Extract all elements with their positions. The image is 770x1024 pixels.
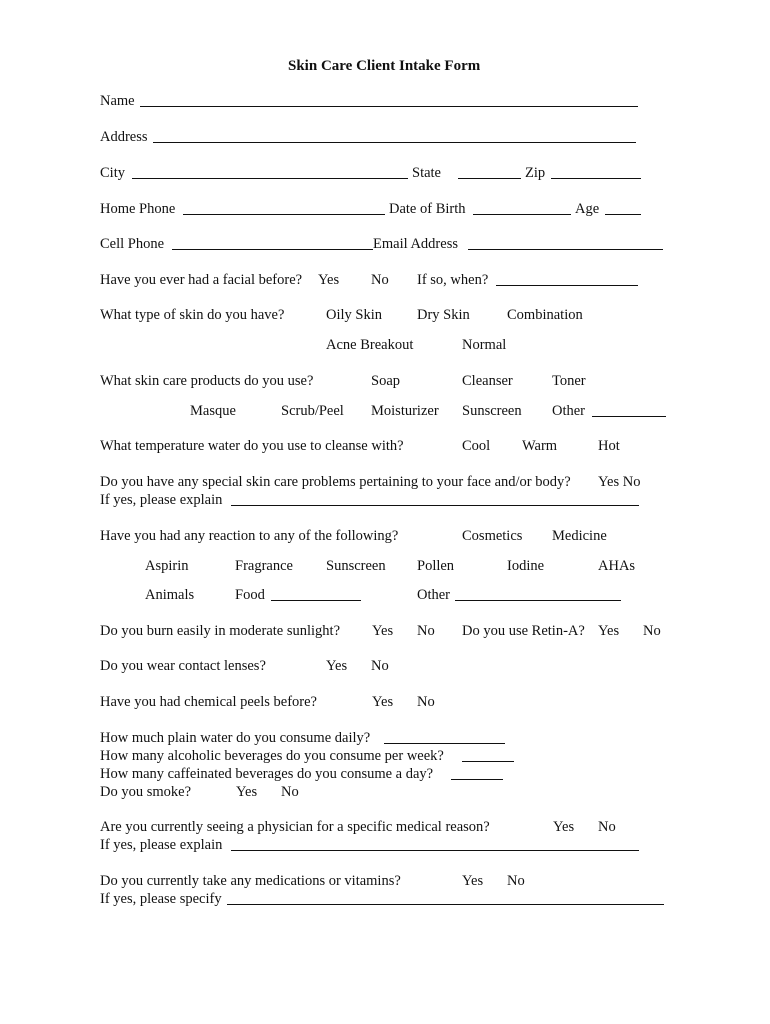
- physician-question: Are you currently seeing a physician for a specific medical reason?: [100, 819, 490, 835]
- medications-question: Do you currently take any medications or vitamins?: [100, 873, 401, 889]
- cell-phone-label: Cell Phone: [100, 236, 165, 252]
- alcohol-field[interactable]: [462, 761, 514, 762]
- reaction-question: Have you had any reaction to any of the following?: [100, 528, 399, 544]
- retin-yes-option[interactable]: Yes: [598, 623, 620, 639]
- skin-type-combination[interactable]: Combination: [507, 307, 583, 323]
- reaction-other-field[interactable]: [455, 600, 621, 601]
- physician-yes-option[interactable]: Yes: [553, 819, 575, 835]
- peels-no-option[interactable]: No: [417, 694, 435, 710]
- retin-question: Do you use Retin-A?: [462, 623, 585, 639]
- product-other-field[interactable]: [592, 416, 666, 417]
- product-soap[interactable]: Soap: [371, 373, 400, 389]
- contacts-question: Do you wear contact lenses?: [100, 658, 266, 674]
- retin-no-option[interactable]: No: [643, 623, 661, 639]
- product-scrub-peel[interactable]: Scrub/Peel: [281, 403, 344, 419]
- cell-phone-field[interactable]: [172, 249, 373, 250]
- reaction-fragrance[interactable]: Fragrance: [235, 558, 293, 574]
- date-of-birth-label: Date of Birth: [389, 201, 466, 217]
- product-toner[interactable]: Toner: [552, 373, 586, 389]
- medications-specify-label: If yes, please specify: [100, 891, 222, 907]
- product-cleanser[interactable]: Cleanser: [462, 373, 513, 389]
- form-title: Skin Care Client Intake Form: [288, 58, 481, 74]
- email-address-field[interactable]: [468, 249, 663, 250]
- problems-yes-no[interactable]: Yes No: [598, 474, 641, 490]
- zip-label: Zip: [525, 165, 546, 181]
- skin-type-acne-breakout[interactable]: Acne Breakout: [326, 337, 414, 353]
- reaction-sunscreen[interactable]: Sunscreen: [326, 558, 386, 574]
- water-temp-cool[interactable]: Cool: [462, 438, 491, 454]
- water-temp-question: What temperature water do you use to cleanse with?: [100, 438, 404, 454]
- smoke-no-option[interactable]: No: [281, 784, 299, 800]
- facial-no-option[interactable]: No: [371, 272, 389, 288]
- email-address-label: Email Address: [373, 236, 458, 252]
- peels-yes-option[interactable]: Yes: [372, 694, 394, 710]
- peels-question: Have you had chemical peels before?: [100, 694, 317, 710]
- reaction-cosmetics[interactable]: Cosmetics: [462, 528, 523, 544]
- skin-type-normal[interactable]: Normal: [462, 337, 507, 353]
- facial-question: Have you ever had a facial before?: [100, 272, 303, 288]
- problems-question: Do you have any special skin care problems pertaining to your face and/or body?: [100, 474, 571, 490]
- product-other[interactable]: Other: [552, 403, 586, 419]
- product-sunscreen[interactable]: Sunscreen: [462, 403, 522, 419]
- name-label: Name: [100, 93, 135, 109]
- product-moisturizer[interactable]: Moisturizer: [371, 403, 439, 419]
- reaction-animals[interactable]: Animals: [145, 587, 195, 603]
- reaction-pollen[interactable]: Pollen: [417, 558, 455, 574]
- problems-explain-label: If yes, please explain: [100, 492, 223, 508]
- contacts-no-option[interactable]: No: [371, 658, 389, 674]
- skin-type-oily[interactable]: Oily Skin: [326, 307, 382, 323]
- problems-explain-field[interactable]: [231, 505, 639, 506]
- name-field[interactable]: [140, 106, 638, 107]
- burn-no-option[interactable]: No: [417, 623, 435, 639]
- product-masque[interactable]: Masque: [190, 403, 236, 419]
- skin-type-dry[interactable]: Dry Skin: [417, 307, 470, 323]
- state-field[interactable]: [458, 178, 521, 179]
- address-label: Address: [100, 129, 148, 145]
- water-daily-field[interactable]: [384, 743, 505, 744]
- water-temp-hot[interactable]: Hot: [598, 438, 620, 454]
- water-daily-question: How much plain water do you consume daily?: [100, 730, 371, 746]
- caffeine-question: How many caffeinated beverages do you consume a day?: [100, 766, 434, 782]
- medications-no-option[interactable]: No: [507, 873, 525, 889]
- home-phone-label: Home Phone: [100, 201, 176, 217]
- facial-when-label: If so, when?: [417, 272, 489, 288]
- age-field[interactable]: [605, 214, 641, 215]
- age-label: Age: [575, 201, 600, 217]
- address-field[interactable]: [153, 142, 636, 143]
- reaction-iodine[interactable]: Iodine: [507, 558, 545, 574]
- burn-question: Do you burn easily in moderate sunlight?: [100, 623, 341, 639]
- physician-no-option[interactable]: No: [598, 819, 616, 835]
- smoke-yes-option[interactable]: Yes: [236, 784, 258, 800]
- reaction-other[interactable]: Other: [417, 587, 451, 603]
- city-field[interactable]: [132, 178, 408, 179]
- skin-type-question: What type of skin do you have?: [100, 307, 285, 323]
- state-label: State: [412, 165, 441, 181]
- date-of-birth-field[interactable]: [473, 214, 571, 215]
- alcohol-question: How many alcoholic beverages do you consume per week?: [100, 748, 444, 764]
- physician-explain-field[interactable]: [231, 850, 639, 851]
- home-phone-field[interactable]: [183, 214, 385, 215]
- water-temp-warm[interactable]: Warm: [522, 438, 558, 454]
- city-label: City: [100, 165, 125, 181]
- physician-explain-label: If yes, please explain: [100, 837, 223, 853]
- facial-yes-option[interactable]: Yes: [318, 272, 340, 288]
- reaction-ahas[interactable]: AHAs: [598, 558, 636, 574]
- contacts-yes-option[interactable]: Yes: [326, 658, 348, 674]
- medications-specify-field[interactable]: [227, 904, 664, 905]
- caffeine-field[interactable]: [451, 779, 503, 780]
- medications-yes-option[interactable]: Yes: [462, 873, 484, 889]
- reaction-medicine[interactable]: Medicine: [552, 528, 607, 544]
- reaction-food-field[interactable]: [271, 600, 361, 601]
- reaction-aspirin[interactable]: Aspirin: [145, 558, 189, 574]
- reaction-food[interactable]: Food: [235, 587, 265, 603]
- products-question: What skin care products do you use?: [100, 373, 314, 389]
- smoke-question: Do you smoke?: [100, 784, 192, 800]
- burn-yes-option[interactable]: Yes: [372, 623, 394, 639]
- facial-when-field[interactable]: [496, 285, 638, 286]
- zip-field[interactable]: [551, 178, 641, 179]
